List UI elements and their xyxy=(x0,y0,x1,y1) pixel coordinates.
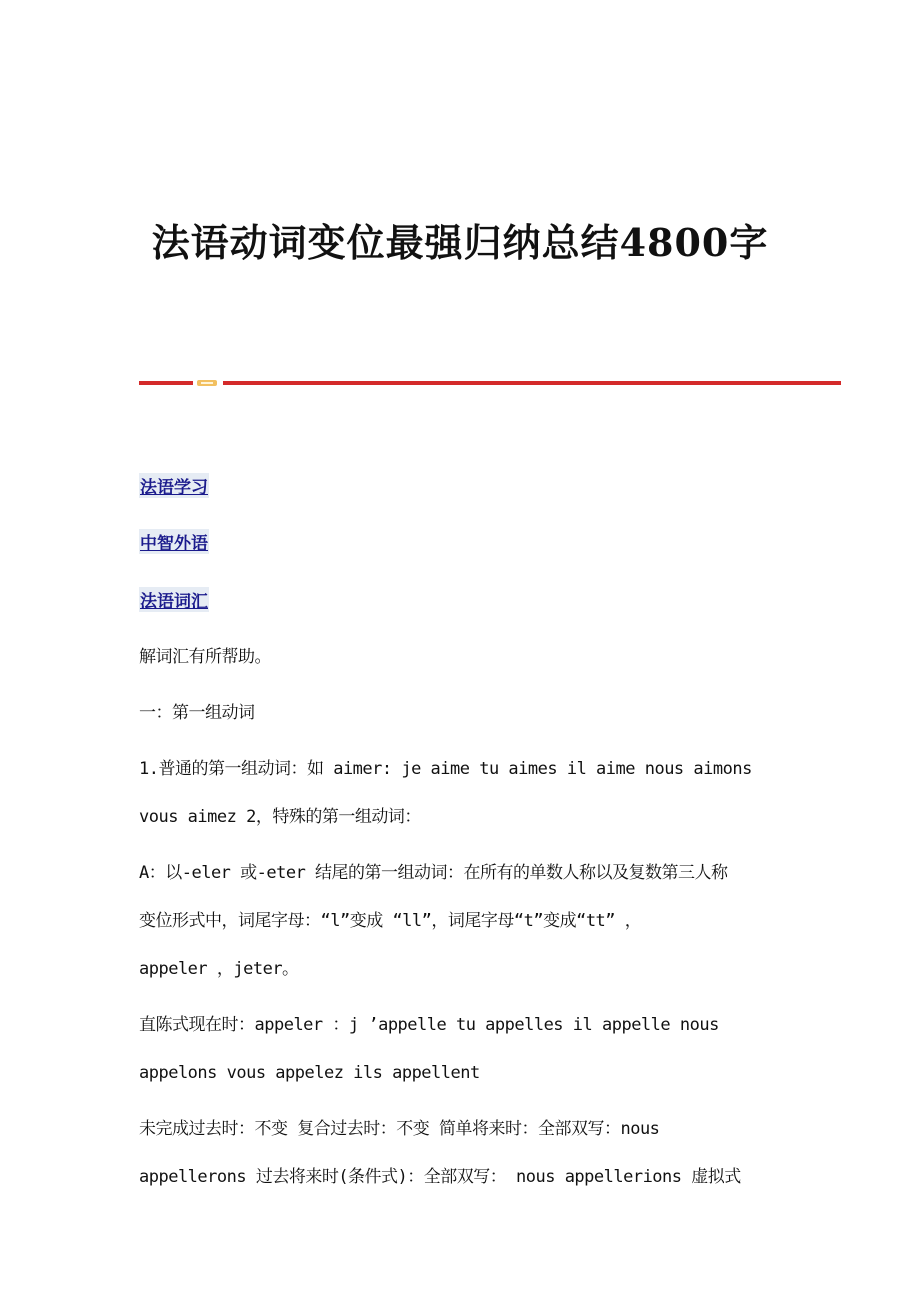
body-line: appellerons 过去将来时(条件式)：全部双写： nous appellerions 虚拟式 xyxy=(139,1167,741,1187)
body-line: 直陈式现在时：appeler ：j ’appelle tu appelles il appelle nous xyxy=(139,1015,719,1035)
divider-ornament-icon xyxy=(197,380,217,386)
title-divider xyxy=(139,380,841,386)
body-line: appeler ，jeter。 xyxy=(139,959,299,979)
tag-link-french-vocabulary[interactable]: 法语词汇 xyxy=(139,587,209,612)
tag-link-zhongzhi-languages[interactable]: 中智外语 xyxy=(139,529,209,554)
tag-link-french-learning[interactable]: 法语学习 xyxy=(139,473,209,498)
document-title: 法语动词变位最强归纳总结4800字 xyxy=(151,220,769,265)
body-line: 变位形式中，词尾字母：“l”变成 “ll”，词尾字母“t”变成“tt” ， xyxy=(139,911,642,931)
body-line: A：以-eler 或-eter 结尾的第一组动词：在所有的单数人称以及复数第三人称 xyxy=(139,863,728,883)
body-line: appelons vous appelez ils appellent xyxy=(139,1063,480,1083)
divider-left-segment xyxy=(139,381,193,385)
divider-right-segment xyxy=(223,381,841,385)
body-line: 解词汇有所帮助。 xyxy=(139,647,271,667)
section-heading: 一：第一组动词 xyxy=(139,703,255,723)
body-line: 未完成过去时：不变 复合过去时：不变 简单将来时：全部双写：nous xyxy=(139,1119,660,1139)
body-line: vous aimez 2，特殊的第一组动词： xyxy=(139,807,421,827)
body-line: 1.普通的第一组动词：如 aimer: je aime tu aimes il aime nous aimons xyxy=(139,759,752,779)
